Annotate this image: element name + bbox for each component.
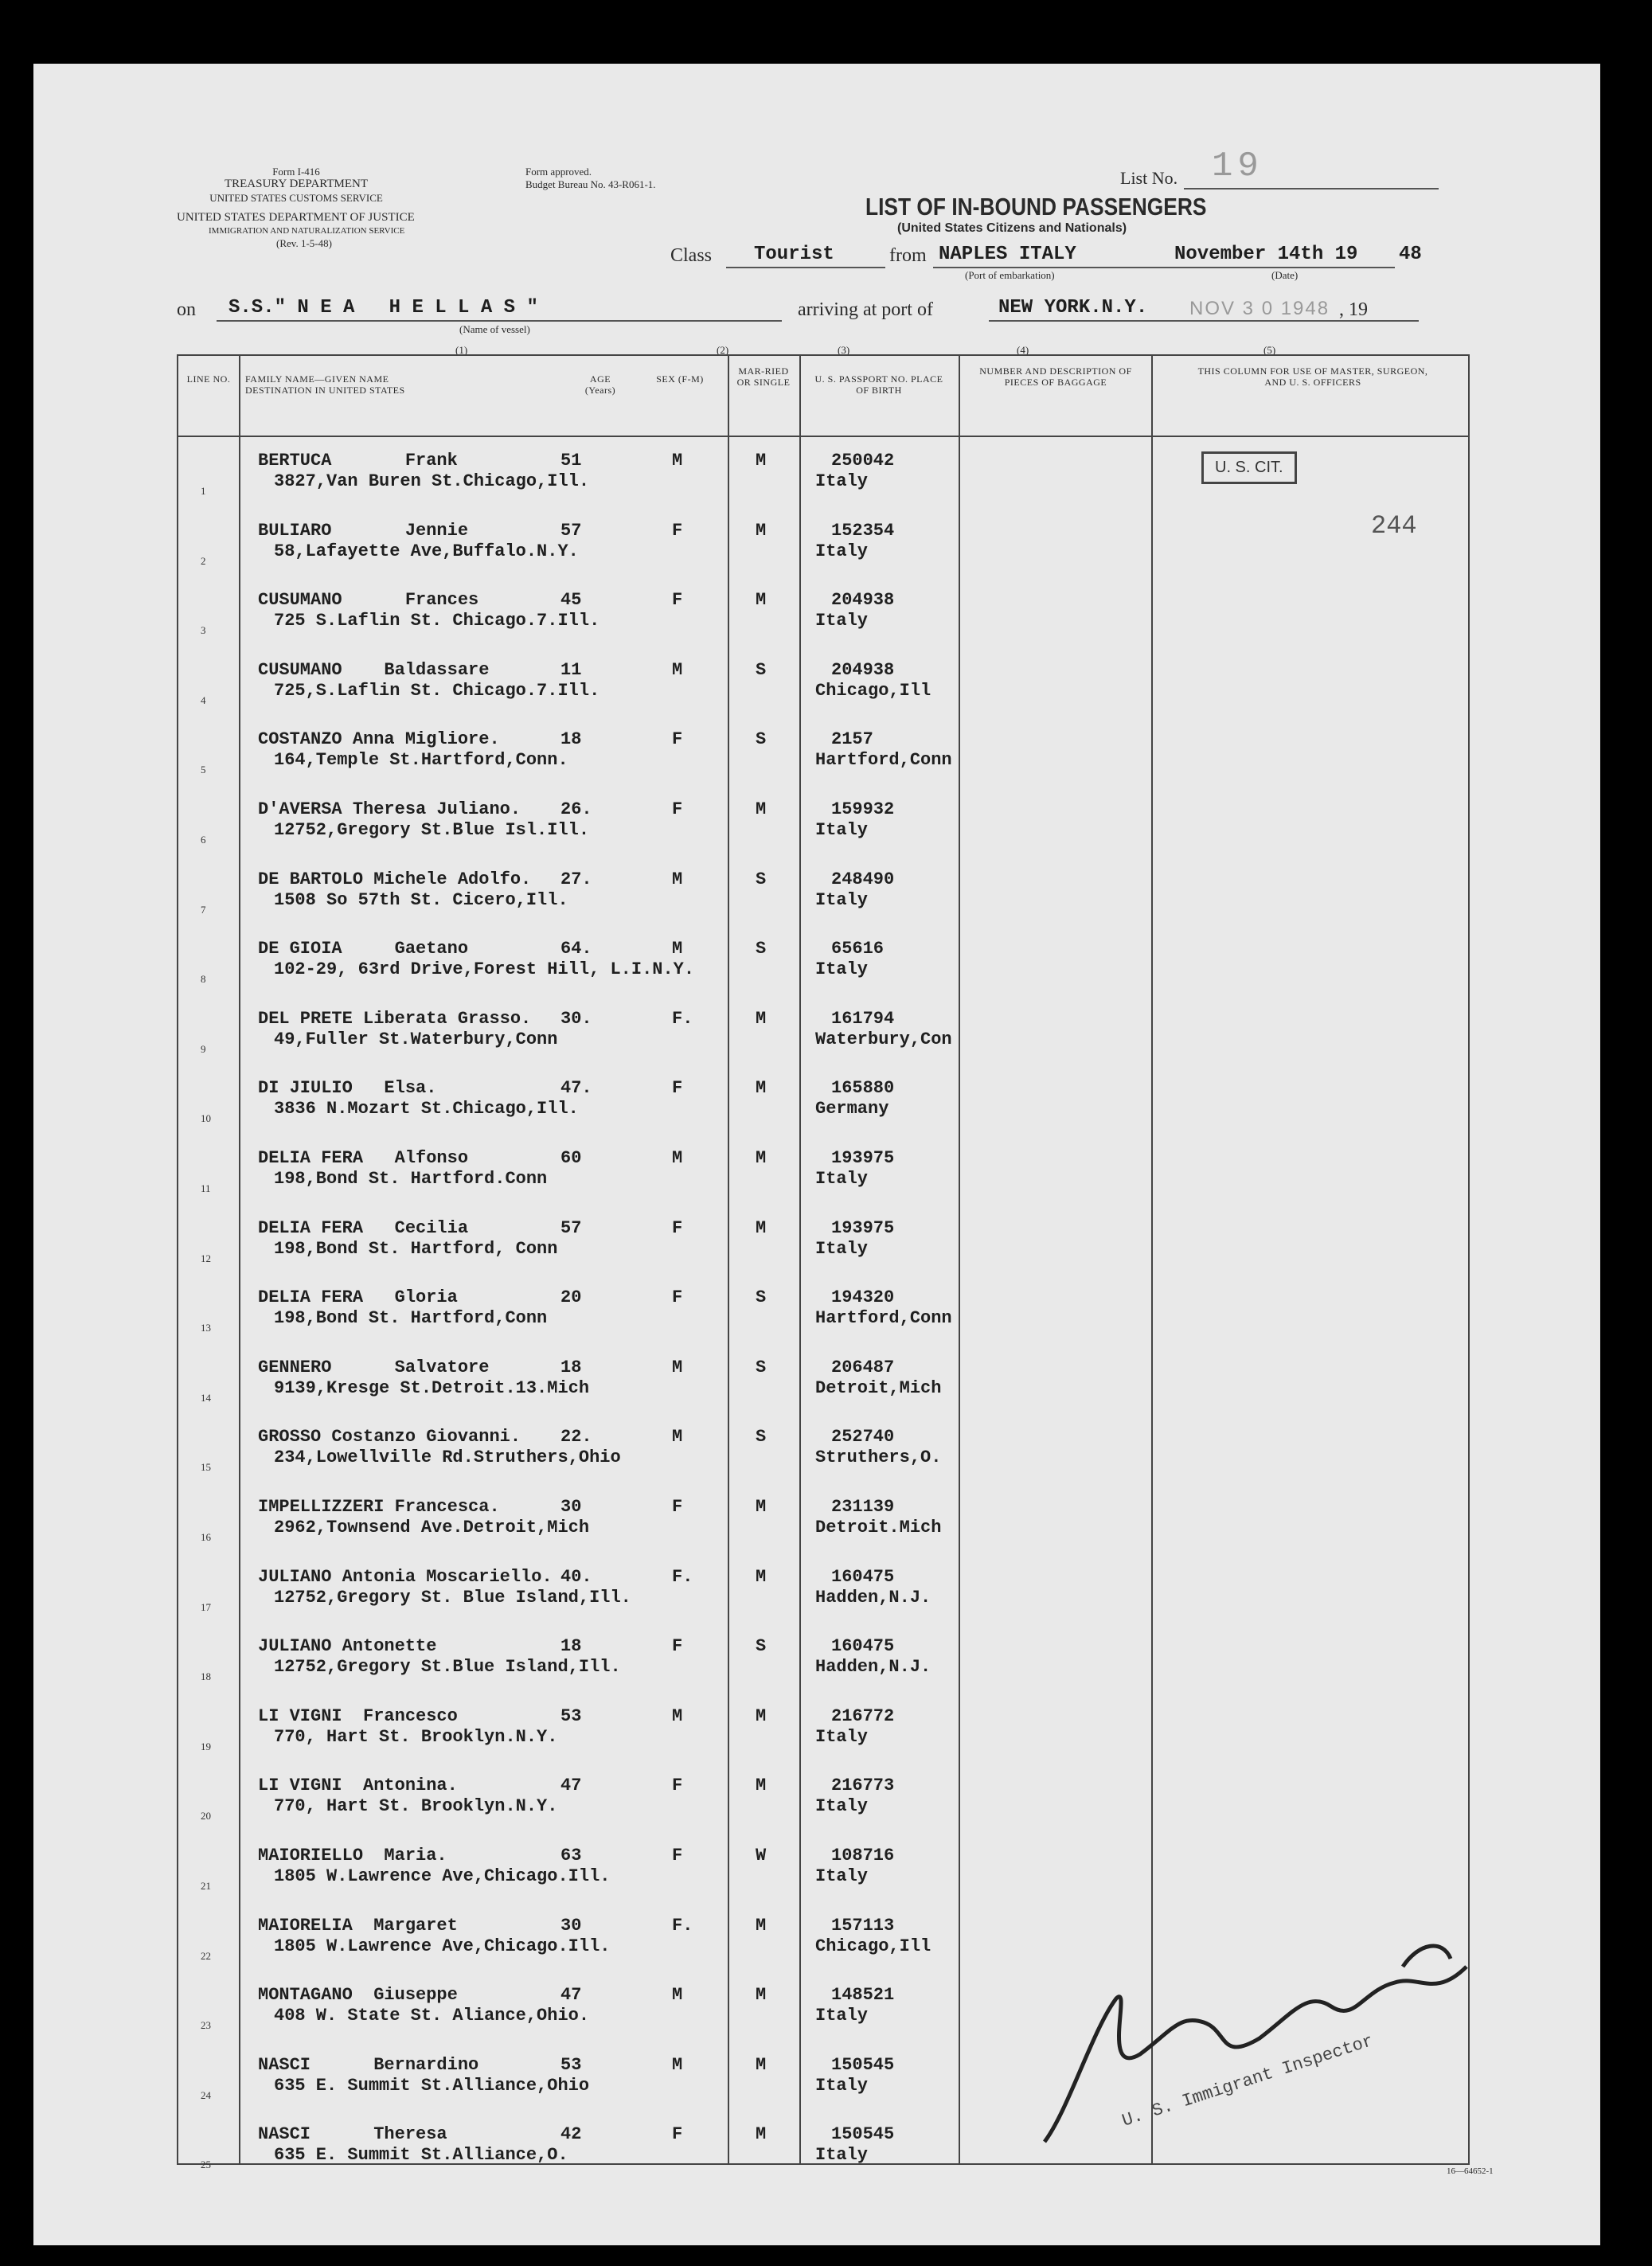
- line-number: 18: [201, 1670, 211, 1683]
- table-row: [178, 1637, 1468, 1706]
- passenger-age: 51: [560, 451, 582, 471]
- passenger-sex: F: [672, 1287, 683, 1308]
- passenger-age: 47: [560, 1985, 582, 2006]
- col-number-1: (1): [455, 344, 468, 356]
- table-row: [178, 1498, 1468, 1567]
- marital-status: S: [756, 1636, 767, 1657]
- passenger-sex: M: [672, 1427, 683, 1448]
- passenger-name: DI JIULIO Elsa.: [258, 1078, 437, 1099]
- destination: 198,Bond St. Hartford, Conn: [274, 1238, 558, 1259]
- place-of-birth: Italy: [815, 1169, 869, 1189]
- passenger-table: [177, 354, 1470, 2171]
- treasury-department: TREASURY DEPARTMENT: [224, 178, 369, 190]
- line-number: 25: [201, 2159, 211, 2171]
- passenger-age: 53: [560, 1705, 582, 1726]
- passport-number: 65616: [831, 939, 885, 959]
- port-of-embarkation: NAPLES ITALY: [939, 244, 1076, 265]
- col-header-married: MAR-RIED OR SINGLE: [736, 365, 791, 388]
- marital-status: M: [756, 1566, 767, 1587]
- passenger-age: 57: [560, 1217, 582, 1238]
- table-row: [178, 1010, 1468, 1079]
- marital-status: M: [756, 1497, 767, 1517]
- marital-status: S: [756, 1427, 767, 1448]
- passenger-list-form: [33, 64, 1600, 2245]
- col-number-5: (5): [1263, 344, 1276, 356]
- place-of-birth: Detroit,Mich: [815, 1377, 942, 1398]
- destination: 198,Bond St. Hartford,Conn: [274, 1308, 548, 1329]
- line-number: 5: [201, 764, 206, 776]
- vessel-caption: (Name of vessel): [459, 323, 530, 335]
- port-of-arrival: NEW YORK.N.Y.: [998, 297, 1148, 318]
- passenger-name: NASCI Bernardino: [258, 2054, 479, 2075]
- passenger-name: MAIORIELLO Maria.: [258, 1846, 447, 1866]
- passenger-sex: M: [672, 939, 683, 959]
- passport-number: 231139: [831, 1497, 895, 1517]
- line-number: 9: [201, 1042, 206, 1055]
- place-of-birth: Italy: [815, 2075, 869, 2096]
- destination: 1805 W.Lawrence Ave,Chicago.Ill.: [274, 1866, 611, 1886]
- line-number: 15: [201, 1461, 211, 1474]
- destination: 164,Temple St.Hartford,Conn.: [274, 750, 568, 771]
- marital-status: M: [756, 1008, 767, 1029]
- destination: 102-29, 63rd Drive,Forest Hill, L.I.N.Y.: [274, 959, 695, 980]
- department-of-justice: UNITED STATES DEPARTMENT OF JUSTICE: [177, 211, 415, 224]
- passenger-sex: F.: [672, 1566, 693, 1587]
- line-number: 4: [201, 693, 206, 706]
- passenger-age: 20: [560, 1287, 582, 1308]
- passport-number: 193975: [831, 1148, 895, 1168]
- inspector-signature: [1021, 1935, 1514, 2174]
- destination: 12752,Gregory St. Blue Island,Ill.: [274, 1587, 631, 1608]
- passenger-sex: F.: [672, 1915, 693, 1936]
- passenger-age: 42: [560, 2124, 582, 2145]
- destination: 1508 So 57th St. Cicero,Ill.: [274, 889, 568, 910]
- passenger-sex: M: [672, 1357, 683, 1377]
- line-number: 8: [201, 973, 206, 986]
- col-header-officers: THIS COLUMN FOR USE OF MASTER, SURGEON, AND U. S. OFFICERS: [1197, 365, 1428, 388]
- passenger-sex: M: [672, 869, 683, 889]
- marital-status: W: [756, 1846, 767, 1866]
- passenger-name: DELIA FERA Alfonso: [258, 1148, 469, 1168]
- line-number: 20: [201, 1810, 211, 1823]
- passenger-sex: F: [672, 1776, 683, 1796]
- passenger-age: 64.: [560, 939, 592, 959]
- destination: 408 W. State St. Aliance,Ohio.: [274, 2006, 590, 2026]
- passenger-age: 30: [560, 1915, 582, 1936]
- passenger-age: 63: [560, 1846, 582, 1866]
- line-number: 10: [201, 1112, 211, 1125]
- marital-status: M: [756, 1148, 767, 1168]
- marital-status: M: [756, 1776, 767, 1796]
- passenger-sex: M: [672, 451, 683, 471]
- destination: 49,Fuller St.Waterbury,Conn: [274, 1029, 558, 1049]
- departure-year: 48: [1399, 244, 1422, 265]
- passenger-sex: M: [672, 1148, 683, 1168]
- passenger-name: JULIANO Antonette: [258, 1636, 437, 1657]
- passport-number: 108716: [831, 1846, 895, 1866]
- place-of-birth: Italy: [815, 541, 869, 561]
- table-row: [178, 800, 1468, 869]
- destination: 3836 N.Mozart St.Chicago,Ill.: [274, 1099, 579, 1119]
- passport-number: 157113: [831, 1915, 895, 1936]
- class-value: Tourist: [754, 244, 834, 265]
- destination: 635 E. Summit St.Alliance,O.: [274, 2145, 568, 2166]
- passenger-age: 47: [560, 1776, 582, 1796]
- passenger-age: 57: [560, 520, 582, 541]
- passport-number: 150545: [831, 2054, 895, 2075]
- place-of-birth: Hadden,N.J.: [815, 1587, 931, 1608]
- marital-status: S: [756, 729, 767, 750]
- date-caption: (Date): [1271, 269, 1299, 281]
- table-row: [178, 1288, 1468, 1358]
- passenger-sex: F: [672, 2124, 683, 2145]
- passport-number: 206487: [831, 1357, 895, 1377]
- destination: 770, Hart St. Brooklyn.N.Y.: [274, 1796, 558, 1817]
- line-number: 7: [201, 903, 206, 916]
- passenger-age: 18: [560, 1636, 582, 1657]
- passport-number: 193975: [831, 1217, 895, 1238]
- marital-status: S: [756, 1287, 767, 1308]
- passenger-sex: F: [672, 1846, 683, 1866]
- place-of-birth: Italy: [815, 2145, 869, 2166]
- table-row: [178, 1149, 1468, 1218]
- passport-number: 160475: [831, 1636, 895, 1657]
- col-header-sex: SEX (F-M): [656, 373, 704, 385]
- marital-status: M: [756, 2124, 767, 2145]
- table-row: [178, 1568, 1468, 1637]
- marital-status: S: [756, 939, 767, 959]
- passenger-sex: F: [672, 799, 683, 819]
- place-of-birth: Waterbury,Con: [815, 1029, 952, 1049]
- line-number: 1: [201, 485, 206, 497]
- destination: 2962,Townsend Ave.Detroit,Mich: [274, 1518, 590, 1537]
- marital-status: M: [756, 2054, 767, 2075]
- place-of-birth: Hartford,Conn: [815, 750, 952, 771]
- passenger-name: IMPELLIZZERI Francesca.: [258, 1497, 500, 1517]
- marital-status: M: [756, 1217, 767, 1238]
- line-number: 6: [201, 834, 206, 846]
- line-number: 2: [201, 554, 206, 567]
- destination: 12752,Gregory St.Blue Island,Ill.: [274, 1657, 621, 1678]
- table-row: [178, 1707, 1468, 1776]
- passport-number: 161794: [831, 1008, 895, 1029]
- destination: 12752,Gregory St.Blue Isl.Ill.: [274, 820, 590, 840]
- signature-caption: U. S. Immigrant Inspector: [1119, 2030, 1377, 2131]
- revision: (Rev. 1-5-48): [276, 237, 332, 249]
- passenger-name: CUSUMANO Baldassare: [258, 659, 490, 680]
- passenger-sex: M: [672, 1985, 683, 2006]
- passport-number: 165880: [831, 1078, 895, 1099]
- passenger-name: DE GIOIA Gaetano: [258, 939, 469, 959]
- place-of-birth: Italy: [815, 1796, 869, 1817]
- passport-number: 204938: [831, 659, 895, 680]
- on-label: on: [177, 299, 196, 320]
- destination: 725,S.Laflin St. Chicago.7.Ill.: [274, 680, 600, 701]
- form-subtitle: (United States Citizens and Nationals): [897, 221, 1127, 235]
- table-row: [178, 730, 1468, 799]
- passenger-name: DEL PRETE Liberata Grasso.: [258, 1008, 532, 1029]
- col-header-age: AGE (Years): [584, 373, 616, 396]
- passenger-sex: F: [672, 590, 683, 611]
- passport-number: 250042: [831, 451, 895, 471]
- passenger-name: BULIARO Jennie: [258, 520, 469, 541]
- passport-number: 159932: [831, 799, 895, 819]
- arrival-year-suffix: , 19: [1339, 299, 1368, 320]
- line-number: 23: [201, 2019, 211, 2032]
- line-number: 14: [201, 1391, 211, 1404]
- table-row: [178, 591, 1468, 660]
- place-of-birth: Chicago,Ill: [815, 1936, 931, 1956]
- col-number-3: (3): [838, 344, 850, 356]
- passenger-name: DE BARTOLO Michele Adolfo.: [258, 869, 532, 889]
- marital-status: S: [756, 1357, 767, 1377]
- passenger-name: DELIA FERA Gloria: [258, 1287, 458, 1308]
- arriving-label: arriving at port of: [798, 299, 933, 320]
- ins-line: IMMIGRATION AND NATURALIZATION SERVICE: [209, 226, 405, 236]
- vessel-name: S.S." N E A H E L L A S ": [228, 297, 538, 318]
- passenger-age: 18: [560, 1357, 582, 1377]
- passport-number: 248490: [831, 869, 895, 889]
- col-header-passport: U. S. PASSPORT NO. PLACE OF BIRTH: [814, 373, 943, 396]
- place-of-birth: Struthers,O.: [815, 1448, 942, 1468]
- line-number: 21: [201, 1880, 211, 1892]
- line-number: 19: [201, 1740, 211, 1752]
- place-of-birth: Italy: [815, 959, 869, 980]
- table-row: [178, 940, 1468, 1009]
- budget-bureau: Budget Bureau No. 43-R061-1.: [525, 178, 656, 190]
- place-of-birth: Italy: [815, 2006, 869, 2026]
- table-row: [178, 1428, 1468, 1497]
- passenger-age: 30: [560, 1497, 582, 1517]
- passenger-age: 45: [560, 590, 582, 611]
- passport-number: 252740: [831, 1427, 895, 1448]
- passenger-age: 30.: [560, 1008, 592, 1029]
- table-row: [178, 1846, 1468, 1916]
- passenger-name: DELIA FERA Cecilia: [258, 1217, 469, 1238]
- passenger-sex: M: [672, 2054, 683, 2075]
- line-number: 24: [201, 2088, 211, 2101]
- line-number: 11: [201, 1182, 211, 1194]
- passenger-name: JULIANO Antonia Moscariello.: [258, 1566, 553, 1587]
- margin-number: 244: [1371, 511, 1417, 541]
- table-row: [178, 1358, 1468, 1428]
- marital-status: M: [756, 590, 767, 611]
- passenger-sex: M: [672, 1705, 683, 1726]
- marital-status: S: [756, 659, 767, 680]
- table-row: [178, 1776, 1468, 1846]
- form-approved: Form approved.: [525, 166, 592, 178]
- form-number: Form I-416: [272, 166, 320, 178]
- place-of-birth: Germany: [815, 1099, 889, 1119]
- line-number: 3: [201, 624, 206, 637]
- line-number: 17: [201, 1600, 211, 1613]
- passenger-age: 60: [560, 1148, 582, 1168]
- passenger-sex: M: [672, 659, 683, 680]
- passenger-age: 22.: [560, 1427, 592, 1448]
- class-label: Class: [670, 245, 713, 266]
- line-number: 13: [201, 1322, 211, 1334]
- departure-date: November 14th 19: [1174, 244, 1358, 265]
- passport-number: 148521: [831, 1985, 895, 2006]
- passport-number: 150545: [831, 2124, 895, 2145]
- place-of-birth: Italy: [815, 889, 869, 910]
- passport-number: 216772: [831, 1705, 895, 1726]
- port-caption: (Port of embarkation): [965, 269, 1055, 281]
- passenger-name: MONTAGANO Giuseppe: [258, 1985, 458, 2006]
- list-no-label: List No.: [1120, 168, 1178, 188]
- destination: 725 S.Laflin St. Chicago.7.Ill.: [274, 611, 600, 631]
- passport-number: 194320: [831, 1287, 895, 1308]
- form-title: LIST OF IN-BOUND PASSENGERS: [865, 193, 1207, 221]
- passenger-age: 27.: [560, 869, 592, 889]
- col-header-name: FAMILY NAME—GIVEN NAME DESTINATION IN UNITED STATES: [245, 373, 405, 396]
- passport-number: 160475: [831, 1566, 895, 1587]
- passenger-sex: F.: [672, 1008, 693, 1029]
- marital-status: M: [756, 1705, 767, 1726]
- passenger-age: 18: [560, 729, 582, 750]
- list-no-value: 19: [1212, 147, 1263, 186]
- place-of-birth: Chicago,Ill: [815, 680, 931, 701]
- passport-number: 2157: [831, 729, 873, 750]
- marital-status: M: [756, 1915, 767, 1936]
- from-label: from: [889, 245, 927, 266]
- table-row: [178, 522, 1468, 591]
- marital-status: M: [756, 451, 767, 471]
- marital-status: M: [756, 1078, 767, 1099]
- passenger-age: 47.: [560, 1078, 592, 1099]
- passenger-age: 11: [560, 659, 582, 680]
- marital-status: M: [756, 799, 767, 819]
- passenger-age: 26.: [560, 799, 592, 819]
- place-of-birth: Italy: [815, 1866, 869, 1886]
- passport-number: 152354: [831, 520, 895, 541]
- col-header-line-no: LINE NO.: [186, 373, 231, 385]
- passenger-sex: F: [672, 1078, 683, 1099]
- place-of-birth: Italy: [815, 471, 869, 491]
- destination: 635 E. Summit St.Alliance,Ohio: [274, 2075, 590, 2096]
- place-of-birth: Detroit.Mich: [815, 1518, 942, 1537]
- passenger-age: 40.: [560, 1566, 592, 1587]
- passenger-name: CUSUMANO Frances: [258, 590, 479, 611]
- destination: 1805 W.Lawrence Ave,Chicago.Ill.: [274, 1936, 611, 1956]
- line-number: 22: [201, 1949, 211, 1962]
- place-of-birth: Hadden,N.J.: [815, 1657, 931, 1678]
- col-number-4: (4): [1017, 344, 1029, 356]
- passenger-name: GENNERO Salvatore: [258, 1357, 490, 1377]
- line-number: 16: [201, 1531, 211, 1543]
- line-number: 12: [201, 1252, 211, 1264]
- passenger-name: BERTUCA Frank: [258, 451, 458, 471]
- place-of-birth: Italy: [815, 820, 869, 840]
- col-header-baggage: NUMBER AND DESCRIPTION OF PIECES OF BAGGAGE: [979, 365, 1132, 388]
- destination: 9139,Kresge St.Detroit.13.Mich: [274, 1377, 590, 1398]
- passenger-sex: F: [672, 520, 683, 541]
- passenger-name: NASCI Theresa: [258, 2124, 447, 2145]
- place-of-birth: Hartford,Conn: [815, 1308, 952, 1329]
- customs-service: UNITED STATES CUSTOMS SERVICE: [209, 192, 383, 204]
- col-number-2: (2): [717, 344, 729, 356]
- marital-status: M: [756, 520, 767, 541]
- place-of-birth: Italy: [815, 611, 869, 631]
- destination: 234,Lowellville Rd.Struthers,Ohio: [274, 1448, 621, 1468]
- table-row: [178, 1219, 1468, 1288]
- table-row: [178, 661, 1468, 730]
- us-citizen-stamp: U. S. CIT.: [1201, 451, 1297, 484]
- marital-status: M: [756, 1985, 767, 2006]
- passenger-name: COSTANZO Anna Migliore.: [258, 729, 500, 750]
- passenger-sex: F: [672, 1636, 683, 1657]
- passenger-name: GROSSO Costanzo Giovanni.: [258, 1427, 521, 1448]
- passenger-name: LI VIGNI Francesco: [258, 1705, 458, 1726]
- destination: 198,Bond St. Hartford.Conn: [274, 1169, 548, 1189]
- passenger-sex: F: [672, 729, 683, 750]
- passenger-sex: F: [672, 1497, 683, 1517]
- passenger-age: 53: [560, 2054, 582, 2075]
- destination: 3827,Van Buren St.Chicago,Ill.: [274, 471, 590, 491]
- arrival-date-stamp: NOV 3 0 1948: [1189, 298, 1330, 319]
- passport-number: 216773: [831, 1776, 895, 1796]
- marital-status: S: [756, 869, 767, 889]
- place-of-birth: Italy: [815, 1726, 869, 1747]
- passenger-name: MAIORELIA Margaret: [258, 1915, 458, 1936]
- table-row: [178, 870, 1468, 940]
- passenger-name: LI VIGNI Antonina.: [258, 1776, 458, 1796]
- destination: 58,Lafayette Ave,Buffalo.N.Y.: [274, 541, 579, 561]
- place-of-birth: Italy: [815, 1238, 869, 1259]
- passport-number: 204938: [831, 590, 895, 611]
- destination: 770, Hart St. Brooklyn.N.Y.: [274, 1726, 558, 1747]
- form-code: 16—64652-1: [1447, 2166, 1494, 2176]
- passenger-name: D'AVERSA Theresa Juliano.: [258, 799, 521, 819]
- table-row: [178, 1079, 1468, 1148]
- passenger-sex: F: [672, 1217, 683, 1238]
